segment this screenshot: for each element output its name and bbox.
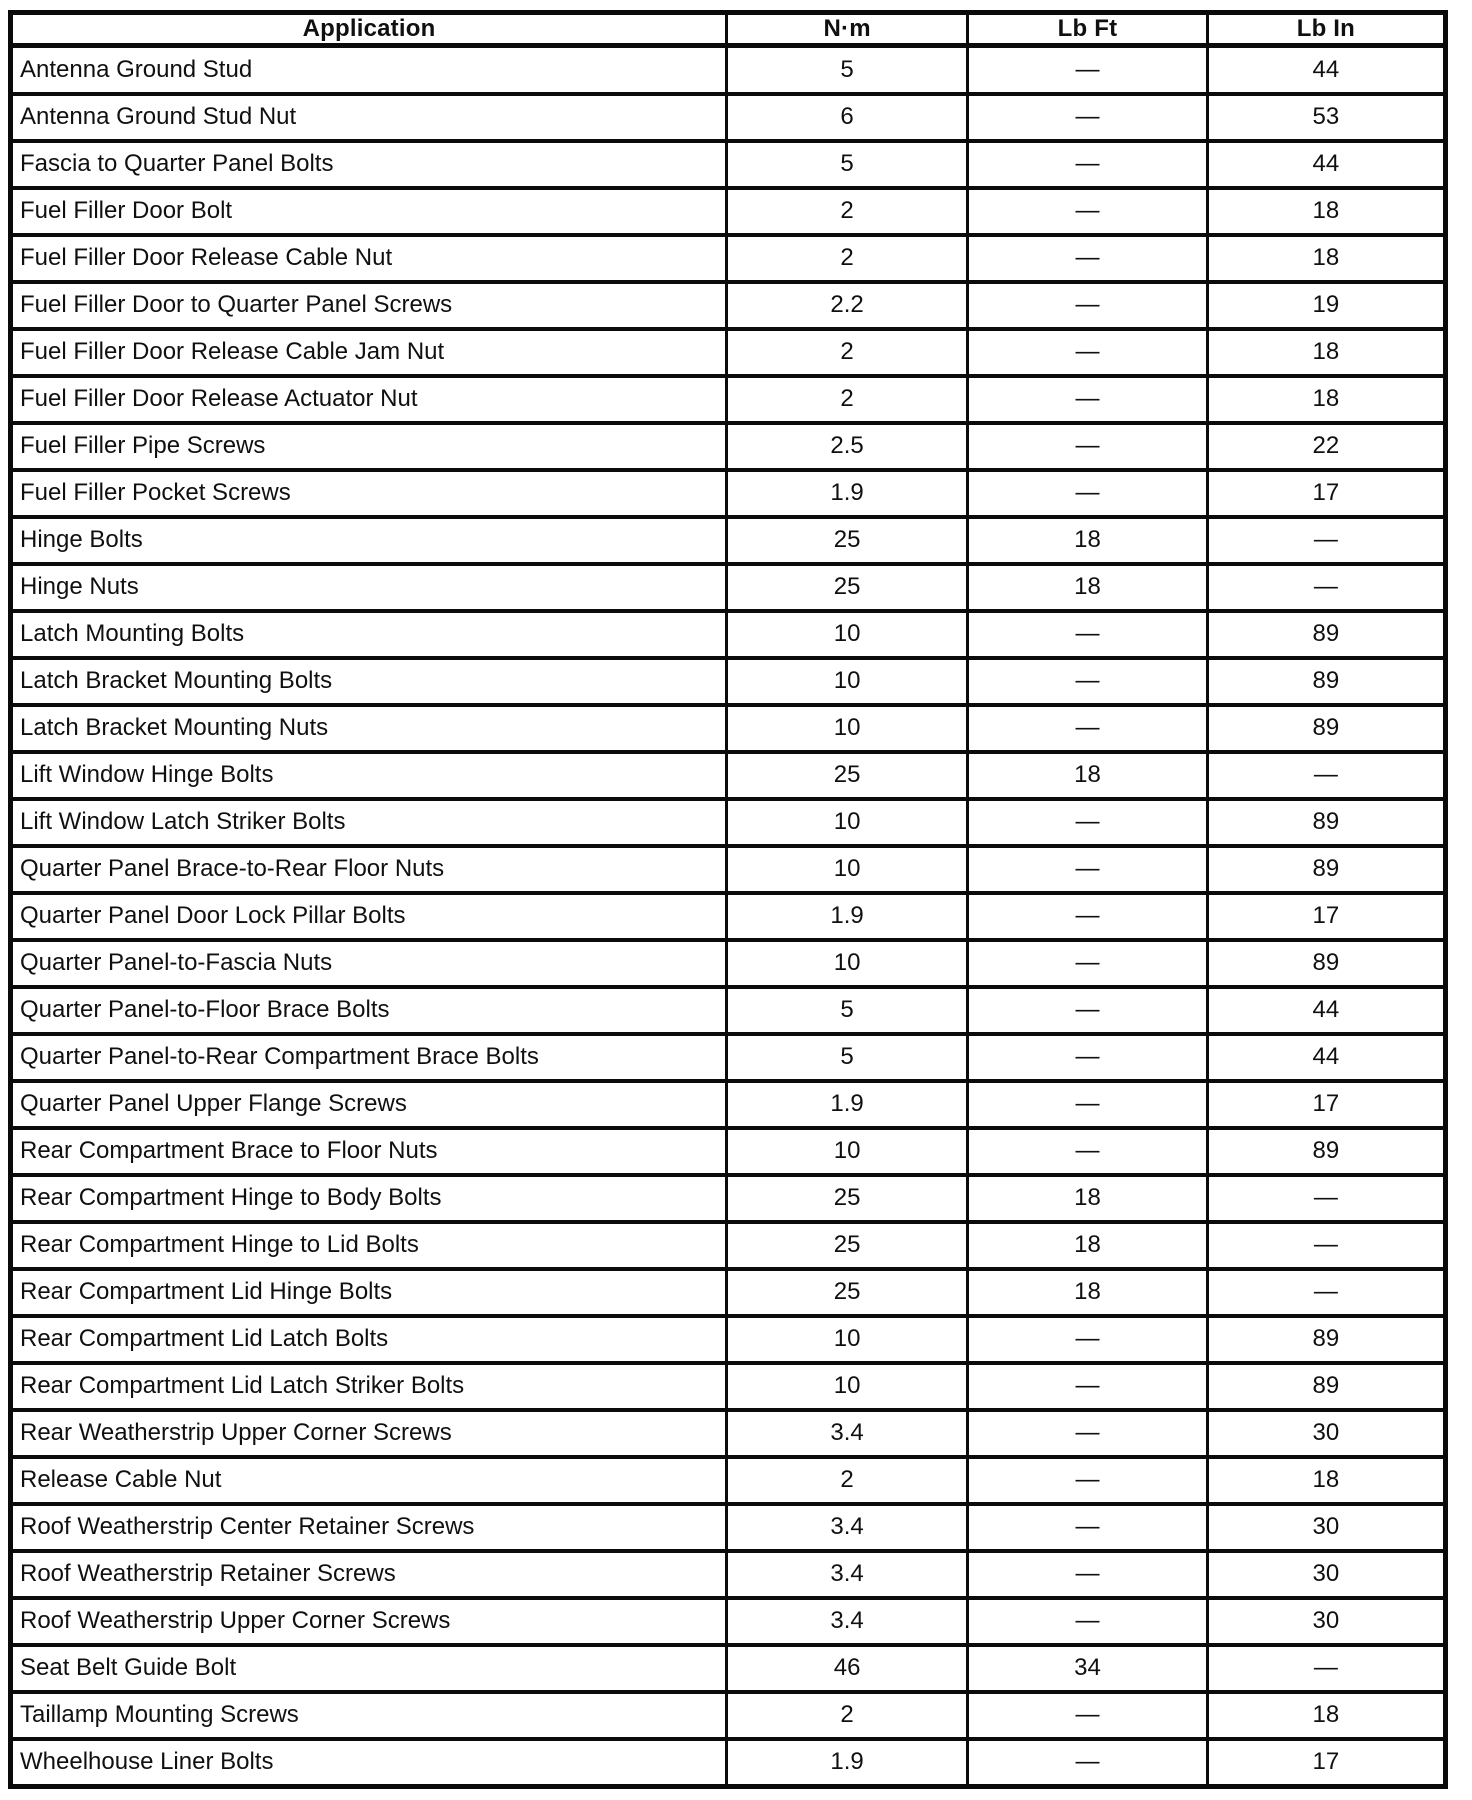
lbft-cell: — bbox=[968, 1598, 1208, 1645]
application-cell: Latch Bracket Mounting Nuts bbox=[11, 705, 727, 752]
application-cell: Release Cable Nut bbox=[11, 1457, 727, 1504]
nm-cell: 25 bbox=[727, 1175, 968, 1222]
lbft-cell: — bbox=[968, 376, 1208, 423]
lbft-cell: — bbox=[968, 893, 1208, 940]
application-cell: Fuel Filler Door Bolt bbox=[11, 188, 727, 235]
lbft-cell: — bbox=[968, 1504, 1208, 1551]
lbin-cell: 18 bbox=[1207, 1457, 1445, 1504]
table-row bbox=[11, 846, 1446, 893]
lbin-cell: 53 bbox=[1207, 94, 1445, 141]
nm-cell: 10 bbox=[727, 846, 968, 893]
application-cell: Fascia to Quarter Panel Bolts bbox=[11, 141, 727, 188]
lbin-cell: 89 bbox=[1207, 940, 1445, 987]
header-row bbox=[11, 13, 1446, 46]
application-cell: Rear Compartment Hinge to Lid Bolts bbox=[11, 1222, 727, 1269]
nm-cell: 1.9 bbox=[727, 1739, 968, 1787]
table-header bbox=[11, 13, 1446, 46]
application-cell: Fuel Filler Door Release Actuator Nut bbox=[11, 376, 727, 423]
table-row bbox=[11, 1598, 1446, 1645]
nm-cell: 10 bbox=[727, 1363, 968, 1410]
lbft-cell: — bbox=[968, 1457, 1208, 1504]
table-row bbox=[11, 658, 1446, 705]
table-row bbox=[11, 1175, 1446, 1222]
table-row bbox=[11, 94, 1446, 141]
nm-cell: 10 bbox=[727, 658, 968, 705]
lbin-cell: 17 bbox=[1207, 1081, 1445, 1128]
application-cell: Quarter Panel Upper Flange Screws bbox=[11, 1081, 727, 1128]
lbft-cell: — bbox=[968, 235, 1208, 282]
application-cell: Fuel Filler Door Release Cable Nut bbox=[11, 235, 727, 282]
table-row bbox=[11, 893, 1446, 940]
application-cell: Quarter Panel Door Lock Pillar Bolts bbox=[11, 893, 727, 940]
application-cell: Rear Compartment Brace to Floor Nuts bbox=[11, 1128, 727, 1175]
lbft-cell: — bbox=[968, 423, 1208, 470]
lbft-cell: — bbox=[968, 987, 1208, 1034]
table-row bbox=[11, 752, 1446, 799]
lbft-cell: 18 bbox=[968, 564, 1208, 611]
lbin-cell: 22 bbox=[1207, 423, 1445, 470]
application-cell: Roof Weatherstrip Center Retainer Screws bbox=[11, 1504, 727, 1551]
nm-cell: 2 bbox=[727, 188, 968, 235]
lbin-cell: 17 bbox=[1207, 1739, 1445, 1787]
lbin-cell: 89 bbox=[1207, 1363, 1445, 1410]
nm-cell: 10 bbox=[727, 1316, 968, 1363]
lbin-cell: 44 bbox=[1207, 46, 1445, 94]
table-row bbox=[11, 1034, 1446, 1081]
lbin-cell: 89 bbox=[1207, 705, 1445, 752]
application-cell: Fuel Filler Door Release Cable Jam Nut bbox=[11, 329, 727, 376]
lbin-cell: 17 bbox=[1207, 893, 1445, 940]
application-cell: Quarter Panel-to-Fascia Nuts bbox=[11, 940, 727, 987]
lbft-cell: — bbox=[968, 1739, 1208, 1787]
nm-cell: 10 bbox=[727, 799, 968, 846]
table-row bbox=[11, 987, 1446, 1034]
table-row bbox=[11, 470, 1446, 517]
column-header-nm: N·m bbox=[727, 13, 968, 46]
lbin-cell: 89 bbox=[1207, 846, 1445, 893]
table-row bbox=[11, 1316, 1446, 1363]
application-cell: Antenna Ground Stud Nut bbox=[11, 94, 727, 141]
nm-cell: 2.5 bbox=[727, 423, 968, 470]
lbin-cell: 89 bbox=[1207, 611, 1445, 658]
application-cell: Latch Mounting Bolts bbox=[11, 611, 727, 658]
nm-cell: 25 bbox=[727, 517, 968, 564]
table-row bbox=[11, 329, 1446, 376]
table-row bbox=[11, 1363, 1446, 1410]
table-row bbox=[11, 1551, 1446, 1598]
table-row bbox=[11, 1410, 1446, 1457]
table-row bbox=[11, 1457, 1446, 1504]
lbft-cell: — bbox=[968, 1128, 1208, 1175]
nm-cell: 25 bbox=[727, 752, 968, 799]
lbin-cell: — bbox=[1207, 1222, 1445, 1269]
column-header-lbin: Lb In bbox=[1207, 13, 1445, 46]
lbft-cell: 18 bbox=[968, 1175, 1208, 1222]
lbin-cell: — bbox=[1207, 752, 1445, 799]
lbft-cell: — bbox=[968, 1363, 1208, 1410]
nm-cell: 2 bbox=[727, 376, 968, 423]
table-row bbox=[11, 282, 1446, 329]
lbft-cell: 18 bbox=[968, 752, 1208, 799]
table-row bbox=[11, 46, 1446, 94]
nm-cell: 1.9 bbox=[727, 1081, 968, 1128]
table-row bbox=[11, 188, 1446, 235]
table-row bbox=[11, 1269, 1446, 1316]
application-cell: Seat Belt Guide Bolt bbox=[11, 1645, 727, 1692]
lbft-cell: — bbox=[968, 1081, 1208, 1128]
lbft-cell: — bbox=[968, 846, 1208, 893]
lbin-cell: 17 bbox=[1207, 470, 1445, 517]
nm-cell: 1.9 bbox=[727, 893, 968, 940]
application-cell: Latch Bracket Mounting Bolts bbox=[11, 658, 727, 705]
nm-cell: 2 bbox=[727, 235, 968, 282]
nm-cell: 10 bbox=[727, 1128, 968, 1175]
table-row bbox=[11, 517, 1446, 564]
nm-cell: 2.2 bbox=[727, 282, 968, 329]
lbft-cell: — bbox=[968, 1551, 1208, 1598]
lbin-cell: 30 bbox=[1207, 1504, 1445, 1551]
table-row bbox=[11, 1739, 1446, 1787]
application-cell: Quarter Panel-to-Floor Brace Bolts bbox=[11, 987, 727, 1034]
nm-cell: 1.9 bbox=[727, 470, 968, 517]
nm-cell: 25 bbox=[727, 1269, 968, 1316]
application-cell: Quarter Panel Brace-to-Rear Floor Nuts bbox=[11, 846, 727, 893]
table-row bbox=[11, 235, 1446, 282]
table-body bbox=[11, 46, 1446, 1787]
application-cell: Rear Compartment Lid Hinge Bolts bbox=[11, 1269, 727, 1316]
lbin-cell: 89 bbox=[1207, 1316, 1445, 1363]
lbft-cell: 18 bbox=[968, 517, 1208, 564]
lbin-cell: — bbox=[1207, 517, 1445, 564]
lbin-cell: 89 bbox=[1207, 799, 1445, 846]
application-cell: Wheelhouse Liner Bolts bbox=[11, 1739, 727, 1787]
table-row bbox=[11, 611, 1446, 658]
lbft-cell: 34 bbox=[968, 1645, 1208, 1692]
application-cell: Lift Window Hinge Bolts bbox=[11, 752, 727, 799]
lbft-cell: — bbox=[968, 282, 1208, 329]
nm-cell: 46 bbox=[727, 1645, 968, 1692]
table-row bbox=[11, 1128, 1446, 1175]
nm-cell: 5 bbox=[727, 1034, 968, 1081]
table-row bbox=[11, 1692, 1446, 1739]
lbin-cell: — bbox=[1207, 1645, 1445, 1692]
application-cell: Taillamp Mounting Screws bbox=[11, 1692, 727, 1739]
application-cell: Rear Compartment Lid Latch Bolts bbox=[11, 1316, 727, 1363]
lbin-cell: 44 bbox=[1207, 987, 1445, 1034]
lbft-cell: — bbox=[968, 1034, 1208, 1081]
application-cell: Roof Weatherstrip Upper Corner Screws bbox=[11, 1598, 727, 1645]
nm-cell: 25 bbox=[727, 564, 968, 611]
lbin-cell: — bbox=[1207, 1175, 1445, 1222]
application-cell: Fuel Filler Pipe Screws bbox=[11, 423, 727, 470]
lbin-cell: — bbox=[1207, 564, 1445, 611]
table-row bbox=[11, 1222, 1446, 1269]
application-cell: Rear Compartment Hinge to Body Bolts bbox=[11, 1175, 727, 1222]
nm-cell: 3.4 bbox=[727, 1504, 968, 1551]
nm-cell: 3.4 bbox=[727, 1598, 968, 1645]
table-row bbox=[11, 940, 1446, 987]
lbin-cell: 18 bbox=[1207, 1692, 1445, 1739]
lbin-cell: 18 bbox=[1207, 329, 1445, 376]
lbin-cell: 19 bbox=[1207, 282, 1445, 329]
nm-cell: 2 bbox=[727, 329, 968, 376]
lbin-cell: — bbox=[1207, 1269, 1445, 1316]
column-header-lbft: Lb Ft bbox=[968, 13, 1208, 46]
nm-cell: 10 bbox=[727, 705, 968, 752]
table-row bbox=[11, 376, 1446, 423]
lbin-cell: 18 bbox=[1207, 235, 1445, 282]
lbin-cell: 18 bbox=[1207, 376, 1445, 423]
application-cell: Quarter Panel-to-Rear Compartment Brace Bolts bbox=[11, 1034, 727, 1081]
lbft-cell: 18 bbox=[968, 1222, 1208, 1269]
table-row bbox=[11, 1504, 1446, 1551]
lbin-cell: 44 bbox=[1207, 141, 1445, 188]
lbft-cell: — bbox=[968, 658, 1208, 705]
nm-cell: 10 bbox=[727, 940, 968, 987]
table-row bbox=[11, 705, 1446, 752]
lbin-cell: 89 bbox=[1207, 658, 1445, 705]
nm-cell: 5 bbox=[727, 987, 968, 1034]
table-row bbox=[11, 423, 1446, 470]
table-row bbox=[11, 564, 1446, 611]
lbft-cell: — bbox=[968, 1692, 1208, 1739]
application-cell: Rear Weatherstrip Upper Corner Screws bbox=[11, 1410, 727, 1457]
lbft-cell: — bbox=[968, 799, 1208, 846]
application-cell: Hinge Nuts bbox=[11, 564, 727, 611]
lbft-cell: — bbox=[968, 188, 1208, 235]
lbft-cell: — bbox=[968, 1316, 1208, 1363]
lbft-cell: — bbox=[968, 1410, 1208, 1457]
lbft-cell: — bbox=[968, 141, 1208, 188]
lbft-cell: — bbox=[968, 470, 1208, 517]
nm-cell: 3.4 bbox=[727, 1410, 968, 1457]
lbft-cell: — bbox=[968, 329, 1208, 376]
table-row bbox=[11, 141, 1446, 188]
lbft-cell: — bbox=[968, 705, 1208, 752]
table-row bbox=[11, 1081, 1446, 1128]
lbft-cell: 18 bbox=[968, 1269, 1208, 1316]
application-cell: Roof Weatherstrip Retainer Screws bbox=[11, 1551, 727, 1598]
lbin-cell: 18 bbox=[1207, 188, 1445, 235]
nm-cell: 6 bbox=[727, 94, 968, 141]
torque-spec-table bbox=[8, 10, 1448, 1789]
nm-cell: 2 bbox=[727, 1457, 968, 1504]
nm-cell: 10 bbox=[727, 611, 968, 658]
table-row bbox=[11, 1645, 1446, 1692]
application-cell: Fuel Filler Pocket Screws bbox=[11, 470, 727, 517]
application-cell: Hinge Bolts bbox=[11, 517, 727, 564]
application-cell: Fuel Filler Door to Quarter Panel Screws bbox=[11, 282, 727, 329]
lbft-cell: — bbox=[968, 46, 1208, 94]
lbin-cell: 89 bbox=[1207, 1128, 1445, 1175]
lbft-cell: — bbox=[968, 611, 1208, 658]
lbin-cell: 44 bbox=[1207, 1034, 1445, 1081]
application-cell: Rear Compartment Lid Latch Striker Bolts bbox=[11, 1363, 727, 1410]
nm-cell: 25 bbox=[727, 1222, 968, 1269]
nm-cell: 2 bbox=[727, 1692, 968, 1739]
application-cell: Lift Window Latch Striker Bolts bbox=[11, 799, 727, 846]
application-cell: Antenna Ground Stud bbox=[11, 46, 727, 94]
nm-cell: 5 bbox=[727, 46, 968, 94]
lbft-cell: — bbox=[968, 94, 1208, 141]
nm-cell: 5 bbox=[727, 141, 968, 188]
lbin-cell: 30 bbox=[1207, 1410, 1445, 1457]
lbin-cell: 30 bbox=[1207, 1598, 1445, 1645]
lbin-cell: 30 bbox=[1207, 1551, 1445, 1598]
column-header-application: Application bbox=[11, 13, 727, 46]
lbft-cell: — bbox=[968, 940, 1208, 987]
table-row bbox=[11, 799, 1446, 846]
nm-cell: 3.4 bbox=[727, 1551, 968, 1598]
